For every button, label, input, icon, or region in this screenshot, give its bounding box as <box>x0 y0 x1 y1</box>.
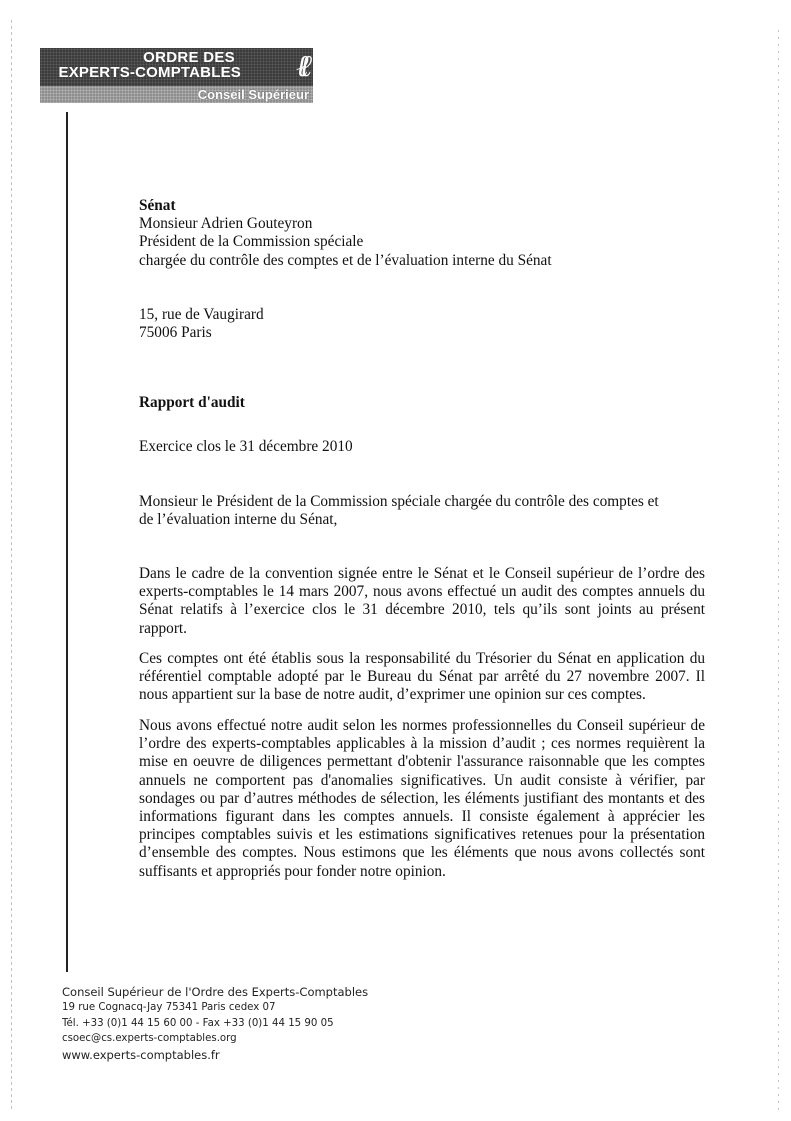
logo-cc-icon: ℓℓ <box>296 49 303 84</box>
footer-phone-fax: Tél. +33 (0)1 44 15 60 00 - Fax +33 (0)1 44 15 90 05 <box>62 1017 334 1029</box>
footer-email: csoec@cs.experts-comptables.org <box>62 1033 237 1044</box>
recipient-title-cont: chargée du contrôle des comptes et de l’évaluation interne du Sénat <box>139 251 552 269</box>
margin-rule <box>66 112 68 972</box>
footer-website: www.experts-comptables.fr <box>62 1047 220 1062</box>
footer-address: 19 rue Cognacq-Jay 75341 Paris cedex 07 <box>62 1002 276 1013</box>
logo-line2: EXPERTS-COMPTABLES <box>58 64 241 81</box>
salutation-line1: Monsieur le Président de la Commission spéciale chargée du contrôle des comptes et <box>139 493 659 510</box>
letterhead-logo <box>40 48 313 103</box>
recipient-organization: Sénat <box>139 197 176 214</box>
scan-edge-right <box>778 30 779 1110</box>
scan-edge-left <box>11 20 12 1110</box>
recipient-block <box>139 197 705 270</box>
report-heading: Rapport d'audit <box>139 394 245 411</box>
address-street: 15, rue de Vaugirard <box>139 306 264 323</box>
paragraph-1: Dans le cadre de la convention signée entre le Sénat et le Conseil supérieur de l’ordre des experts-comptables le 14 mars 2007, nous avons effectué un audit des comptes annuels du Sénat relatifs à l’exercice clos le 31 décembre 2010, tels qu’ils sont joints au présent rapport. <box>139 565 705 637</box>
footer <box>62 984 368 1064</box>
report-period: Exercice clos le 31 décembre 2010 <box>139 438 353 455</box>
paragraph-2: Ces comptes ont été établis sous la responsabilité du Trésorier du Sénat en application du référentiel comptable adopté par le Bureau du Sénat par arrêté du 27 novembre 2007. Il nous appartient sur la base de notre audit, d’exprimer une opinion sur ces comptes. <box>139 650 705 704</box>
logo-line1: ORDRE DES <box>143 49 235 66</box>
logo-subtitle: Conseil Supérieur <box>197 87 309 102</box>
address-city: 75006 Paris <box>139 324 212 342</box>
footer-organization: Conseil Supérieur de l'Ordre des Experts-Comptables <box>62 985 369 999</box>
salutation-line2: de l’évaluation interne du Sénat, <box>139 511 338 529</box>
salutation <box>139 493 705 529</box>
recipient-name: Monsieur Adrien Gouteyron <box>139 215 313 233</box>
recipient-title: Président de la Commission spéciale <box>139 233 364 251</box>
paragraph-3: Nous avons effectué notre audit selon les normes professionnelles du Conseil supérieur de l’ordre des experts-comptables applicables à la mission d’audit ; ces normes requièrent la mise en oeuvre de diligences permettant d'obtenir l'assurance raisonnable que les comptes annuels ne comportent pas d'anomalies significatives. Un audit consiste à vérifier, par sondages ou par d’autres méthodes de sélection, les éléments justifiant des montants et des informations figurant dans les comptes annuels. Il consiste également à apprécier les principes comptables suivis et les estimations significatives retenues pour la présentation d’ensemble des comptes. Nous estimons que les éléments que nous avons collectés sont suffisants et appropriés pour fonder notre opinion. <box>139 717 705 880</box>
recipient-address <box>139 306 705 342</box>
